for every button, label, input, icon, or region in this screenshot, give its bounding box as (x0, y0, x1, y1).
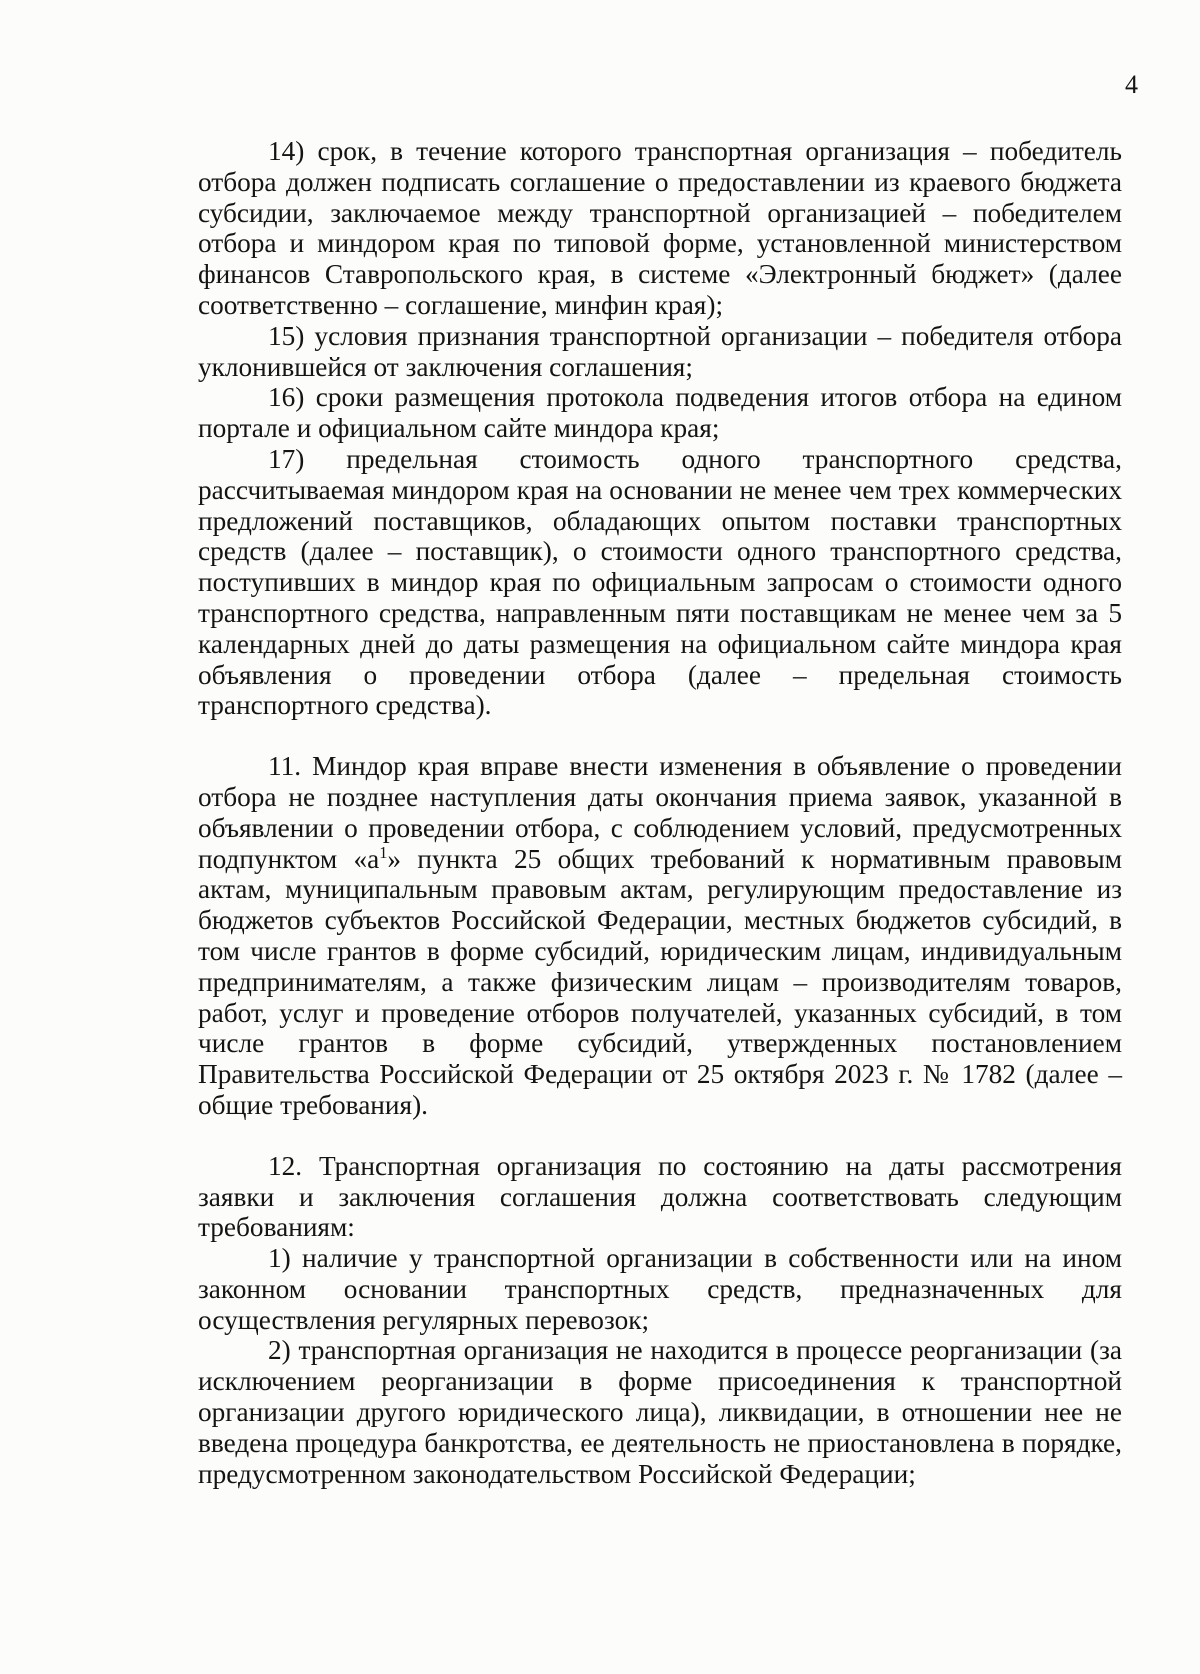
item-17-paragraph: 17) предельная стоимость одного транспортного средства, рассчитываемая миндором края на основании не менее чем трех коммерческих предложений поставщиков, обладающих опытом поставки транспортных средств (далее – поставщик), о стоимости одного транспортного средства, поступивших в миндор края по официальным запросам о стоимости одного транспортного средства, направленным пяти поставщикам не менее чем за 5 календарных дней до даты размещения на официальном сайте миндора края объявления о проведении отбора (далее – предельная стоимость транспортного средства). (198, 443, 1122, 721)
section-11-paragraph (198, 751, 1122, 1121)
section-11-text-end: » пункта 25 общих требований к нормативным правовым актам, муниципальным правовым актам, регулирующим предоставление из бюджетов субъектов Российской Федерации, местных бюджетов субсидий, в том числе грантов в форме субсидий, юридическим лицам, индивидуальным предпринимателям, а также физическим лицам – производителям товаров, работ, услуг и проведение отборов получателей, указанных субсидий, в том числе грантов в форме субсидий, утвержденных постановлением Правительства Российской Федерации от 25 октября 2023 г. № 1782 (далее – общие требования). (198, 843, 1123, 1120)
document-body (198, 136, 1122, 1489)
item-14-paragraph: 14) срок, в течение которого транспортная организация – победитель отбора должен подписать соглашение о предоставлении из краевого бюджета субсидии, заключаемое между транспортной организацией – победителем отбора и миндором края по типовой форме, установленной министерством финансов Ставропольского края, в системе «Электронный бюджет» (далее соответственно – соглашение, минфин края); (198, 136, 1122, 320)
section-12-item-1: 1) наличие у транспортной организации в собственности или на ином законном основании транспортных средств, предназначенных для осуществления регулярных перевозок; (198, 1243, 1122, 1335)
section-12-paragraph: 12. Транспортная организация по состоянию на даты рассмотрения заявки и заключения соглашения должна соответствовать следующим требованиям: (198, 1150, 1122, 1243)
item-16-paragraph: 16) сроки размещения протокола подведения итогов отбора на едином портале и официальном сайте миндора края; (198, 382, 1122, 444)
item-15-paragraph: 15) условия признания транспортной организации – победителя отбора уклонившейся от заключения соглашения; (198, 320, 1122, 382)
section-12-item-2: 2) транспортная организация не находится в процессе реорганизации (за исключением реорганизации в форме присоединения к транспортной организации другого юридического лица), ликвидации, в отношении нее не введена процедура банкротства, ее деятельность не приостановлена в порядке, предусмотренном законодательством Российской Федерации; (198, 1335, 1122, 1489)
section-11-text-start: 11. Миндор края вправе внести изменения в объявление о проведении отбора не позднее наступления даты окончания приема заявок, указанной в объявлении о проведении отбора, с соблюдением условий, предусмотренных подпунктом «а (198, 751, 1122, 874)
page-number: 4 (1125, 70, 1138, 99)
section-11-superscript: 1 (379, 842, 388, 862)
